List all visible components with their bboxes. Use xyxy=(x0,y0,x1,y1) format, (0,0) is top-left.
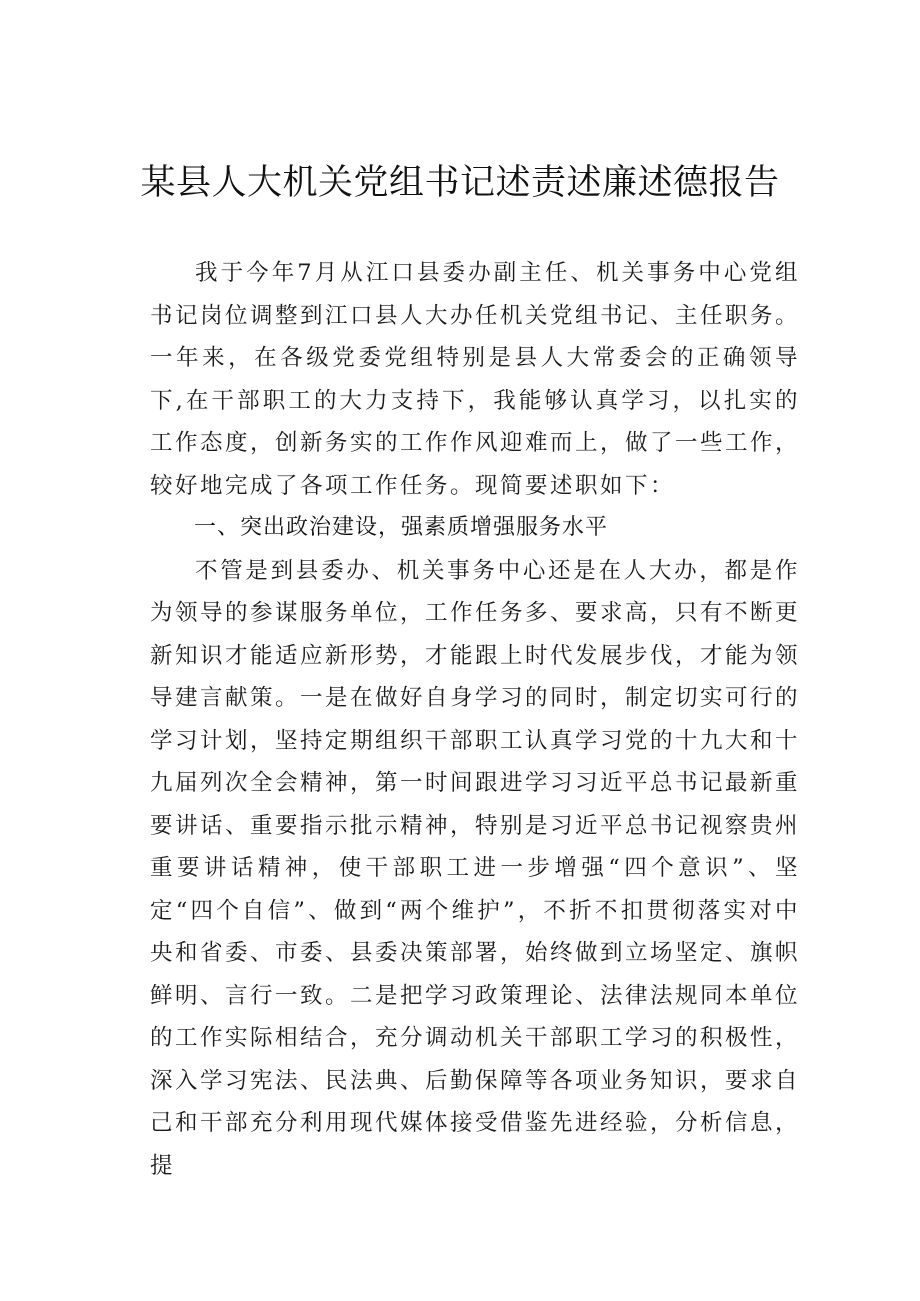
section-1-paragraph: 不管是到县委办、机关事务中心还是在人大办，都是作为领导的参谋服务单位，工作任务多、要求高，只有不断更新知识才能适应新形势，才能跟上时代发展步伐，才能为领导建言献策。一是在做好自身学习的同时，制定切实可行的学习计划，坚持定期组织干部职工认真学习党的十九大和十九届列次全会精神，第一时间跟进学习习近平总书记最新重要讲话、重要指示批示精神，特别是习近平总书记视察贵州重要讲话精神，使干部职工进一步增强“四个意识”、坚定“四个自信”、做到“两个维护”，不折不扣贯彻落实对中央和省委、市委、县委决策部署，始终做到立场坚定、旗帜鲜明、言行一致。二是把学习政策理论、法律法规同本单位的工作实际相结合，充分调动机关干部职工学习的积极性，深入学习宪法、民法典、后勤保障等各项业务知识，要求自己和干部充分利用现代媒体接受借鉴先进经验，分析信息，提 xyxy=(150,557,801,1179)
section-heading-1: 一、突出政治建设，强素质增强服务水平 xyxy=(194,515,609,540)
document-title: 某县人大机关党组书记述责述廉述德报告 xyxy=(140,163,780,203)
document-body xyxy=(150,252,800,1187)
intro-paragraph: 我于今年7月从江口县委办副主任、机关事务中心党组书记岗位调整到江口县人大办任机关党组书记、主任职务。一年来，在各级党委党组特别是县人大常委会的正确领导下,在干部职工的大力支持下，我能够认真学习，以扎实的工作态度，创新务实的工作作风迎难而上，做了一些工作，较好地完成了各项工作任务。现简要述职如下： xyxy=(150,260,801,499)
